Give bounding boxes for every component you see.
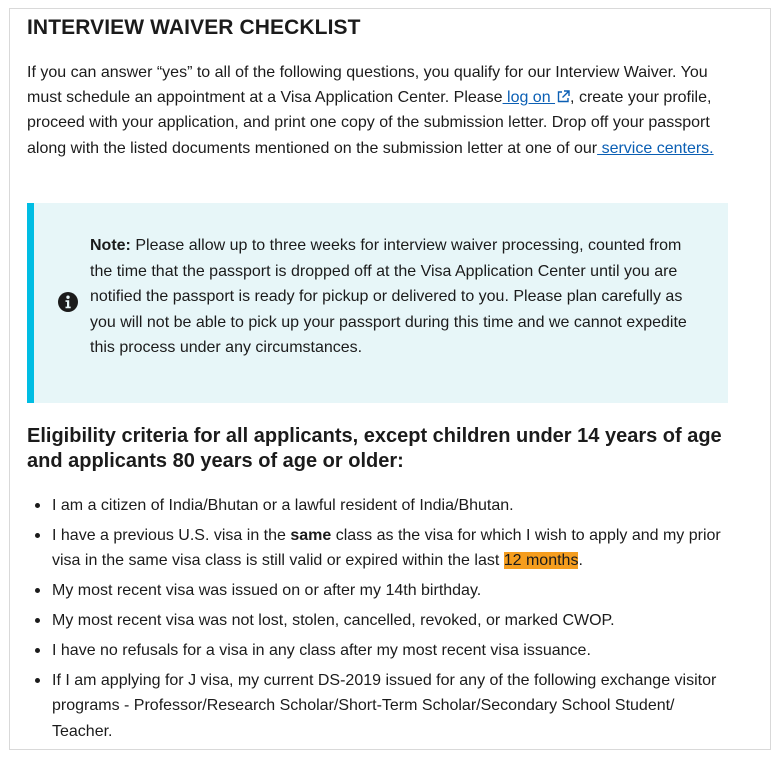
item2-bold: same	[290, 527, 332, 544]
list-item: I am a citizen of India/Bhutan or a lawful resident of India/Bhutan.	[33, 493, 738, 518]
intro-paragraph	[27, 60, 739, 161]
item2-post: .	[578, 552, 583, 570]
info-circle-icon	[57, 291, 79, 313]
eligibility-list	[33, 493, 738, 749]
list-item: My most recent visa was issued on or after my 14th birthday.	[33, 578, 738, 603]
note-body: Please allow up to three weeks for interview waiver processing, counted from the time that the passport is dropped off at the Visa Application Center until you are notified the passport is ready for pickup or delivered to you. Please plan carefully as you will not be able to pick up your passport during this time and we cannot expedite this process under any circumstances.	[90, 237, 687, 357]
note-text	[90, 233, 700, 361]
page-title: INTERVIEW WAIVER CHECKLIST	[27, 16, 361, 39]
list-item: If I am applying for J visa, my current DS-2019 issued for any of the following exchange visitor programs - Professor/Research Scholar/Short-Term Scholar/Secondary School Student/ Teacher.	[33, 668, 738, 744]
intro-text-part1: If you can answer “yes” to all of the following questions, you qualify for our Interview Waiver. You must schedule an appointment at a Visa Application Center. Please	[27, 64, 708, 107]
list-item: I have no refusals for a visa in any class after my most recent visa issuance.	[33, 638, 738, 663]
note-label: Note:	[90, 237, 131, 254]
eligibility-heading: Eligibility criteria for all applicants, except children under 14 years of age and applicants 80 years of age or older:	[27, 425, 722, 472]
intro-text-part2: , create your profile, proceed with your application, and print one copy of the submission letter. Drop off your passport along with the listed documents mentioned on the submission letter at one of our	[27, 89, 712, 157]
highlighted-text: 12 months	[503, 552, 579, 570]
service-centers-link[interactable]: service centers.	[597, 139, 714, 157]
note-box	[27, 203, 728, 403]
item2-mid: class as the visa for which I wish to apply and my prior visa in the same visa class is still valid or expired within the last	[52, 527, 721, 570]
item2-pre: I have a previous U.S. visa in the	[52, 527, 291, 544]
list-item	[33, 523, 738, 573]
log-on-link-label: log on	[502, 89, 556, 107]
list-item: My most recent visa was not lost, stolen, cancelled, revoked, or marked CWOP.	[33, 608, 738, 633]
log-on-link[interactable]	[503, 89, 570, 106]
external-link-icon	[557, 90, 570, 103]
